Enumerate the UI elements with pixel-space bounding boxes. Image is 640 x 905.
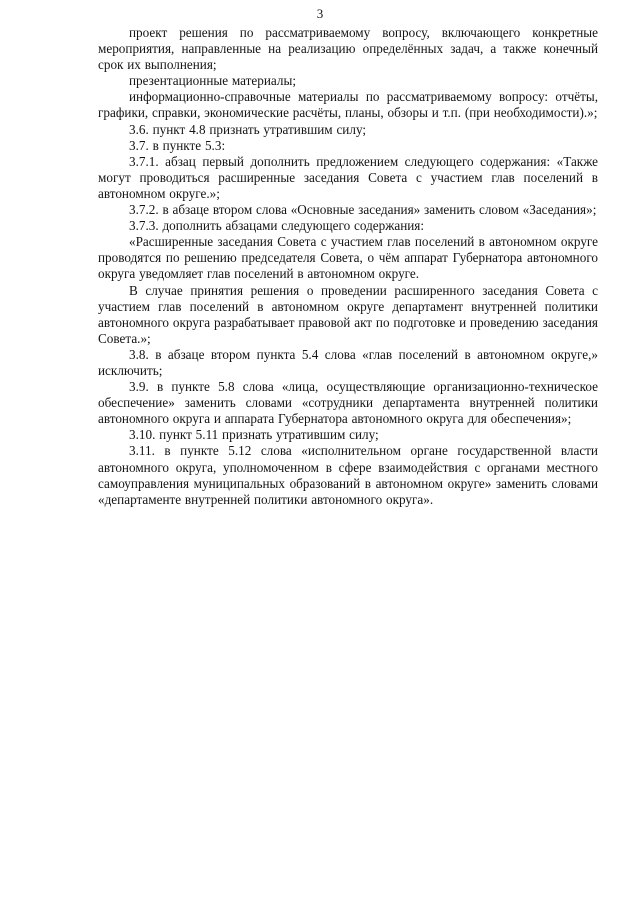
document-body xyxy=(98,25,598,508)
paragraph-decision-case: В случае принятия решения о проведении расширенного заседания Совета с участием глав поселений в автономном округе департамент внутренней политики автономного округа разрабатывает правовой акт по подготовке и проведению заседания Совета.»; xyxy=(98,282,598,346)
paragraph-item-3-10: 3.10. пункт 5.11 признать утратившим силу; xyxy=(129,427,379,443)
paragraph-presentation-materials: презентационные материалы; xyxy=(129,73,297,89)
paragraph-item-3-7-1: 3.7.1. абзац первый дополнить предложением следующего содержания: «Также могут проводиться расширенные заседания Совета с участием глав поселений в автономном округе.»; xyxy=(98,153,598,201)
paragraph-item-3-7: 3.7. в пункте 5.3: xyxy=(129,137,226,153)
paragraph-item-3-11: 3.11. в пункте 5.12 слова «исполнительном органе государственной власти автономного округа, уполномоченном в сфере взаимодействия с органами местного самоуправления муниципальных образований в автономном округе» заменить словами «департаменте внутренней политики автономного округа». xyxy=(98,443,598,507)
paragraph-item-3-6: 3.6. пункт 4.8 признать утратившим силу; xyxy=(129,121,367,137)
paragraph-item-3-7-3: 3.7.3. дополнить абзацами следующего содержания: xyxy=(129,218,425,234)
page-number: 3 xyxy=(316,6,324,21)
paragraph-item-3-7-2: 3.7.2. в абзаце втором слова «Основные заседания» заменить словом «Заседания»; xyxy=(129,202,597,218)
paragraph-item-3-9: 3.9. в пункте 5.8 слова «лица, осуществляющие организационно-техническое обеспечение» заменить словами «сотрудники департамента внутренней политики автономного округа и аппарата Губернатора автономного округа для обеспечения»; xyxy=(98,379,598,427)
paragraph-extended-meetings: «Расширенные заседания Совета с участием глав поселений в автономном округе проводятся по решению председателя Совета, о чём аппарат Губернатора автономного округа уведомляет глав поселений в автономном округе. xyxy=(98,234,598,282)
paragraph-reference-materials: информационно-справочные материалы по рассматриваемому вопросу: отчёты, графики, справки, экономические расчёты, планы, обзоры и т.п. (при необходимости).»; xyxy=(98,89,598,121)
paragraph-item-3-8: 3.8. в абзаце втором пункта 5.4 слова «глав поселений в автономном округе,» исключить; xyxy=(98,346,598,378)
paragraph-project-decision: проект решения по рассматриваемому вопросу, включающего конкретные мероприятия, направленные на реализацию определённых задач, а также конечный срок их выполнения; xyxy=(98,25,598,73)
